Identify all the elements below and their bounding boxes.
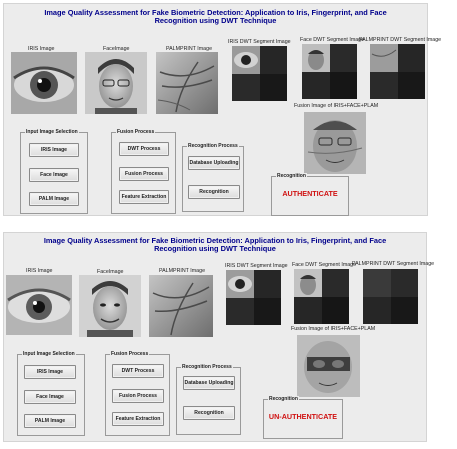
recognition-process-title: Recognition Process	[182, 364, 232, 370]
face-image-label: FaceImage	[97, 269, 124, 275]
iris-dwt-image	[232, 46, 287, 101]
fusion-image-label: Fusion Image of IRIS+FACE+PLAM	[291, 326, 376, 332]
palmprint-dwt-image	[363, 269, 418, 324]
face-dwt-image	[302, 44, 357, 99]
input-image-selection-title: Input Image Selection	[26, 129, 78, 135]
recognition-result-text: UN-AUTHENTICATE	[268, 412, 338, 421]
recognition-process-group	[182, 143, 244, 212]
iris-image	[6, 275, 72, 335]
input-image-selection-title: Input Image Selection	[23, 351, 75, 357]
fusion-image	[304, 112, 366, 174]
iris-dwt-label: IRIS DWT Segment Image	[228, 39, 291, 45]
feature-extraction-button[interactable]: Feature Extraction	[112, 412, 164, 426]
recognition-process-title: Recognition Process	[188, 143, 238, 149]
fusion-process-group	[111, 129, 176, 214]
face-image-button[interactable]: Face Image	[24, 390, 76, 404]
face-image-button[interactable]: Face Image	[29, 168, 79, 182]
palm-image-label: PALMPRINT Image	[159, 268, 206, 274]
dwt-process-button[interactable]: DWT Process	[112, 364, 164, 378]
iris-dwt-image	[226, 270, 281, 325]
dwt-process-button[interactable]: DWT Process	[119, 142, 169, 156]
iris-image-label: IRIS Image	[26, 268, 53, 274]
palmprint-dwt-image	[370, 44, 425, 99]
face-dwt-label: Face DWT Segment Image	[300, 37, 365, 43]
recognition-button[interactable]: Recognition	[188, 185, 240, 199]
fusion-process-title: Fusion Process	[117, 129, 155, 135]
palm-image-button[interactable]: PALM Image	[29, 192, 79, 206]
fusion-process-group	[105, 351, 170, 436]
palm-image-button[interactable]: PALM Image	[24, 414, 76, 428]
fusion-process-button[interactable]: Fusion Process	[112, 389, 164, 403]
iris-dwt-label: IRIS DWT Segment Image	[225, 263, 288, 269]
fusion-image	[297, 335, 360, 397]
recognition-process-group	[176, 364, 241, 435]
palm-dwt-label: PALMPRINT DWT Segment Image	[352, 261, 435, 267]
face-image	[85, 52, 147, 114]
face-dwt-image	[294, 269, 349, 324]
bottom-window	[3, 232, 435, 442]
palmprint-image	[149, 275, 213, 337]
face-image	[79, 275, 141, 337]
app-title-line1: Image Quality Assessment for Fake Biometric Detection: Application to Iris, Fingerprint, and Face	[43, 236, 387, 245]
recognition-button[interactable]: Recognition	[183, 406, 235, 420]
input-image-selection-group	[20, 129, 88, 214]
database-uploading-button[interactable]: Database Uploading	[188, 156, 240, 170]
palm-dwt-label: PALMPRINT DWT Segment Image	[359, 37, 442, 43]
app-title-line2: Recognition using DWT Technique	[154, 16, 277, 25]
fusion-process-button[interactable]: Fusion Process	[119, 167, 169, 181]
recognition-result-text: AUTHENTICATE	[282, 189, 338, 198]
iris-image-label: IRIS Image	[28, 46, 55, 52]
recognition-result-title: Recognition	[277, 173, 306, 179]
app-title-line2: Recognition using DWT Technique	[154, 244, 276, 253]
palm-image-label: PALMPRINT Image	[166, 46, 213, 52]
input-image-selection-group	[17, 351, 85, 436]
app-title-line1: Image Quality Assessment for Fake Biometric Detection: Application to Iris, Fingerprint, and Face	[44, 8, 387, 17]
feature-extraction-button[interactable]: Feature Extraction	[119, 190, 169, 204]
iris-image-button[interactable]: IRIS Image	[24, 365, 76, 379]
recognition-result-group	[271, 173, 349, 216]
recognition-result-group	[263, 396, 343, 439]
top-window	[3, 3, 442, 216]
fusion-process-title: Fusion Process	[111, 351, 149, 357]
iris-image	[11, 52, 77, 114]
palmprint-image	[156, 52, 218, 114]
face-image-label: FaceImage	[103, 46, 130, 52]
database-uploading-button[interactable]: Database Uploading	[183, 376, 235, 390]
face-dwt-label: Face DWT Segment Image	[292, 262, 357, 268]
recognition-result-title: Recognition	[269, 396, 298, 402]
iris-image-button[interactable]: IRIS Image	[29, 143, 79, 157]
fusion-image-label: Fusion Image of IRIS+FACE+PLAM	[294, 103, 379, 109]
